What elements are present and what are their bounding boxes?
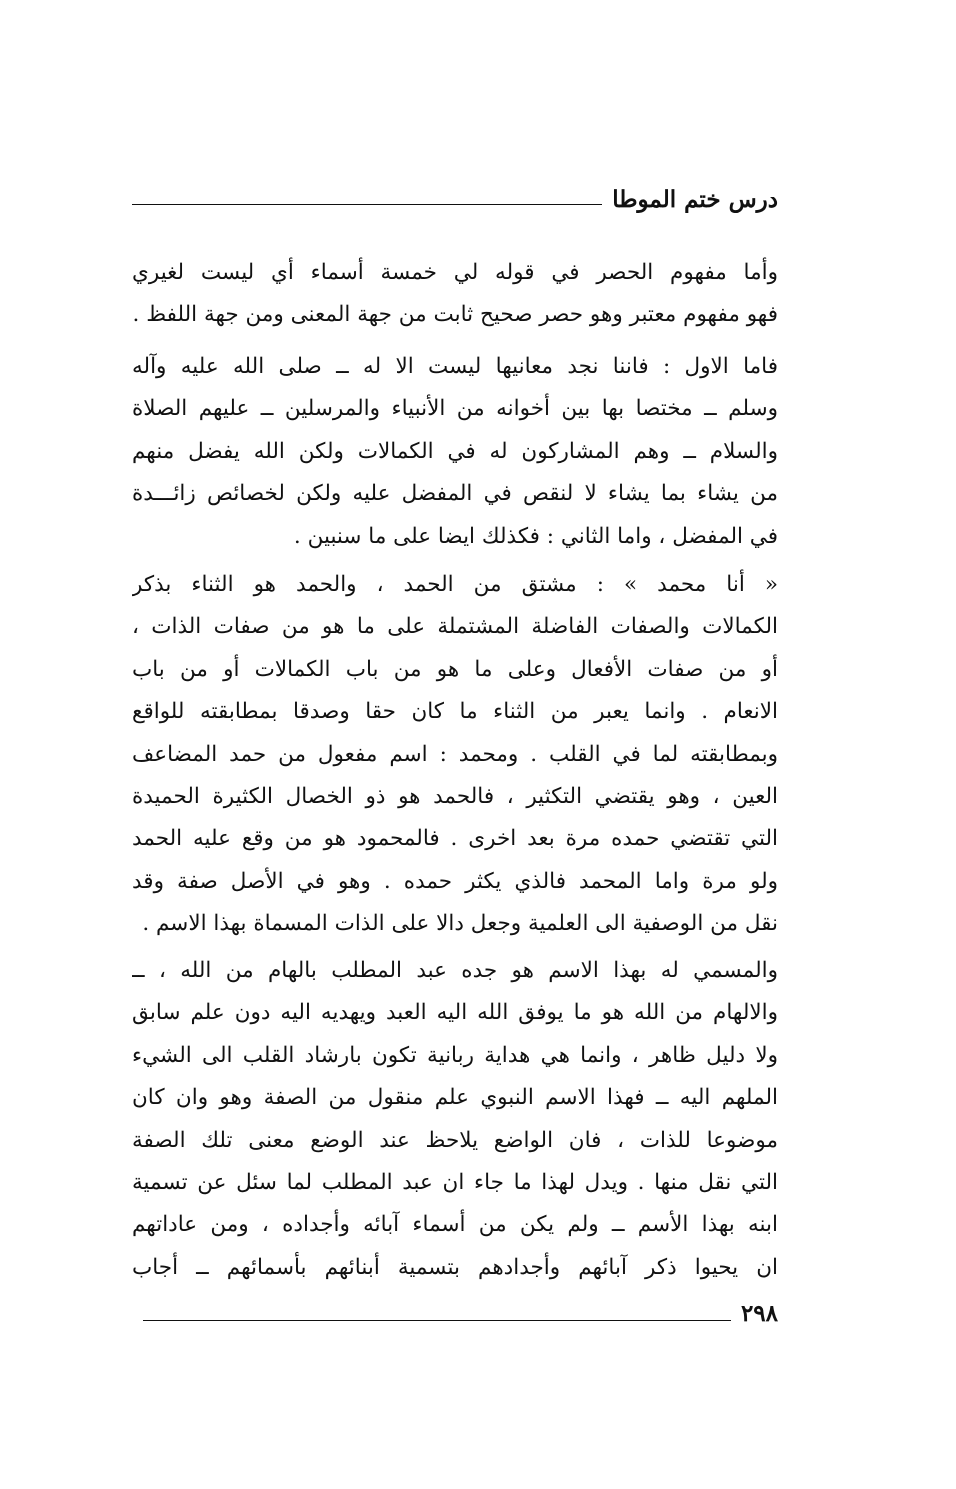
text-line: وأما مفهوم الحصر في قوله لي خمسة أسماء أي ليست لغيري (132, 260, 778, 285)
text-line: التي تقتضي حمده مرة بعد اخرى . فالمحمود هو من وقع عليه الحمد (132, 826, 778, 852)
text-line: العين ، وهو يقتضي التكثير ، فالحمد هو ذو الخصال الكثيرة الحميدة (132, 783, 778, 809)
running-header (132, 186, 778, 213)
paragraph-3 (132, 564, 778, 946)
text-line: « أنا محمد » : مشتق من الحمد ، والحمد هو الثناء بذكر (132, 572, 778, 597)
text-line: من يشاء بما يشاء لا لنقص في المفضل عليه ولكن لخصائص زائـــدة (132, 481, 778, 507)
text-line: الملهم اليه ــ فهذا الاسم النبوي علم منقول من الصفة وهو وان كان (132, 1085, 778, 1111)
text-line: موضوعا للذات ، فان الواضع يلاحظ عند الوضع معنى تلك الصفة (132, 1127, 778, 1153)
text-line: الانعام . وانما يعبر من الثناء ما كان حقا وصدقا بمطابقته للواقع (132, 699, 778, 725)
text-line: ان يحيوا ذكر آبائهم وأجدادهم بتسمية أبنائهم بأسمائهم ــ أجاب (132, 1254, 778, 1280)
text-line: والسلام ــ وهم المشاركون له في الكمالات ولكن الله يفضل منهم (132, 438, 778, 464)
page-footer (132, 1300, 778, 1327)
book-page (132, 0, 778, 1489)
text-line: والالهام من الله هو ما يوفق الله اليه العبد ويهديه اليه دون علم سابق (132, 1000, 778, 1026)
text-line: فاما الاول : فاننا نجد معانيها ليست الا له ــ صلى الله عليه وآله (132, 354, 778, 379)
text-line: فهو مفهوم معتبر وهو حصر صحيح ثابت من جهة المعنى ومن جهة اللفظ . (132, 302, 778, 328)
text-line: ولا دليل ظاهر ، وانما هي هداية ربانية تكون بارشاد القلب الى الشيء (132, 1042, 778, 1068)
header-rule (132, 204, 602, 205)
footer-rule (143, 1320, 731, 1321)
text-line: ابنه بهذا الأسم ــ ولم يكن من أسماء آبائه وأجداده ، ومن عاداتهم (132, 1212, 778, 1238)
paragraph-4 (132, 950, 778, 1289)
text-line: التي نقل منها . ويدل لهذا ما جاء ان عبد المطلب لما سئل عن تسمية (132, 1169, 778, 1195)
text-line: الكمالات والصفات الفاضلة المشتملة على ما هو من صفات الذات ، (132, 614, 778, 640)
text-line: وسلم ــ مختصا بها بين أخوانه من الأنبياء والمرسلين ــ عليهم الصلاة (132, 396, 778, 422)
header-title: درس ختم الموطا (612, 186, 778, 213)
text-line: ولو مرة واما المحمد فالذي يكثر حمده . وهو في الأصل صفة وقد (132, 868, 778, 894)
text-line: في المفضل ، واما الثاني : فكذلك ايضا على ما سنبين . (293, 523, 778, 549)
paragraph-2 (132, 346, 778, 558)
text-line: وبمطابقته لما في القلب . ومحمد : اسم مفعول من حمد المضاعف (132, 741, 778, 767)
paragraph-1 (132, 252, 778, 337)
text-line: نقل من الوصفية الى العلمية وجعل دالا على الذات المسماة بهذا الاسم . (142, 911, 778, 937)
text-line: والمسمي له بهذا الاسم هو جده عبد المطلب بالهام من الله ، ــ (132, 958, 778, 983)
text-line: أو من صفات الأفعال وعلى ما هو من باب الكمالات أو من باب (132, 656, 778, 682)
page-number: ٢٩٨ (740, 1300, 778, 1327)
